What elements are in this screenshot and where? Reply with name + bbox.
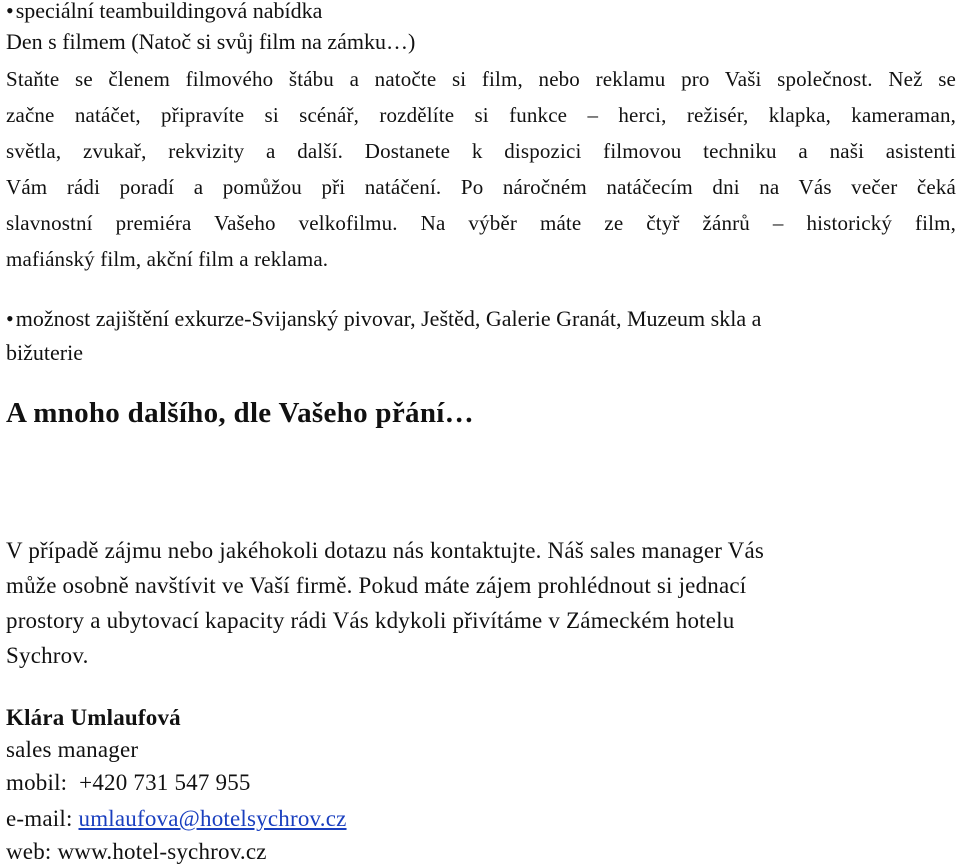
- offer-description-line: Vám rádi poradí a pomůžou při natáčení. Po náročném natáčecím dni na Vás večer čeká: [6, 175, 956, 199]
- web-label: web:: [6, 839, 52, 864]
- signature-name: Klára Umlaufová: [6, 705, 181, 730]
- offer-description-line: slavnostní premiéra Vašeho velkofilmu. Na výběr máte ze čtyř žánrů – historický film,: [6, 211, 956, 235]
- closing-heading: A mnoho dalšího, dle Vašeho přání…: [6, 397, 474, 429]
- offer-description-line: Staňte se členem filmového štábu a natočte si film, nebo reklamu pro Vaši společnost. Než se: [6, 67, 956, 91]
- offer-item-text: speciální teambuildingová nabídka: [15, 0, 323, 23]
- excursion-bullet-item: [6, 302, 761, 336]
- offer-title: Den s filmem (Natoč si svůj film na zámku…): [6, 29, 416, 54]
- signature-web: [6, 835, 267, 868]
- contact-paragraph-line: prostory a ubytovací kapacity rádi Vás kdykoli přivítáme v Zámeckém hotelu: [6, 608, 735, 633]
- bullet-marker: •: [6, 0, 14, 23]
- offer-bullet-item: [6, 0, 322, 24]
- web-address: www.hotel-sychrov.cz: [57, 839, 267, 864]
- mobile-label: mobil:: [6, 770, 68, 795]
- excursion-text-line1: možnost zajištění exkurze-Svijanský pivovar, Ještěd, Galerie Granát, Muzeum skla a: [15, 306, 762, 331]
- signature-mobile: [6, 766, 251, 799]
- excursion-text-line2: bižuterie: [6, 340, 83, 365]
- offer-description-line: začne natáčet, připravíte si scénář, rozdělíte si funkce – herci, režisér, klapka, kameraman,: [6, 103, 956, 127]
- contact-paragraph-line: může osobně navštívit ve Vaší firmě. Pokud máte zájem prohlédnout si jednací: [6, 573, 747, 598]
- signature-email: [6, 802, 347, 835]
- email-label: e-mail:: [6, 806, 73, 831]
- signature-role: sales manager: [6, 737, 139, 762]
- bullet-marker: •: [6, 306, 14, 331]
- contact-paragraph: [6, 533, 946, 673]
- mobile-number: +420 731 547 955: [79, 770, 251, 795]
- contact-paragraph-line: Sychrov.: [6, 643, 89, 668]
- offer-description-line: světla, zvukař, rekvizity a další. Dostanete k dispozici filmovou techniku a naši asistenti: [6, 139, 956, 163]
- offer-description-line: mafiánský film, akční film a reklama.: [6, 247, 329, 271]
- offer-description: [6, 61, 956, 277]
- email-link[interactable]: umlaufova@hotelsychrov.cz: [78, 806, 347, 831]
- contact-paragraph-line: V případě zájmu nebo jakéhokoli dotazu nás kontaktujte. Náš sales manager Vás: [6, 538, 765, 563]
